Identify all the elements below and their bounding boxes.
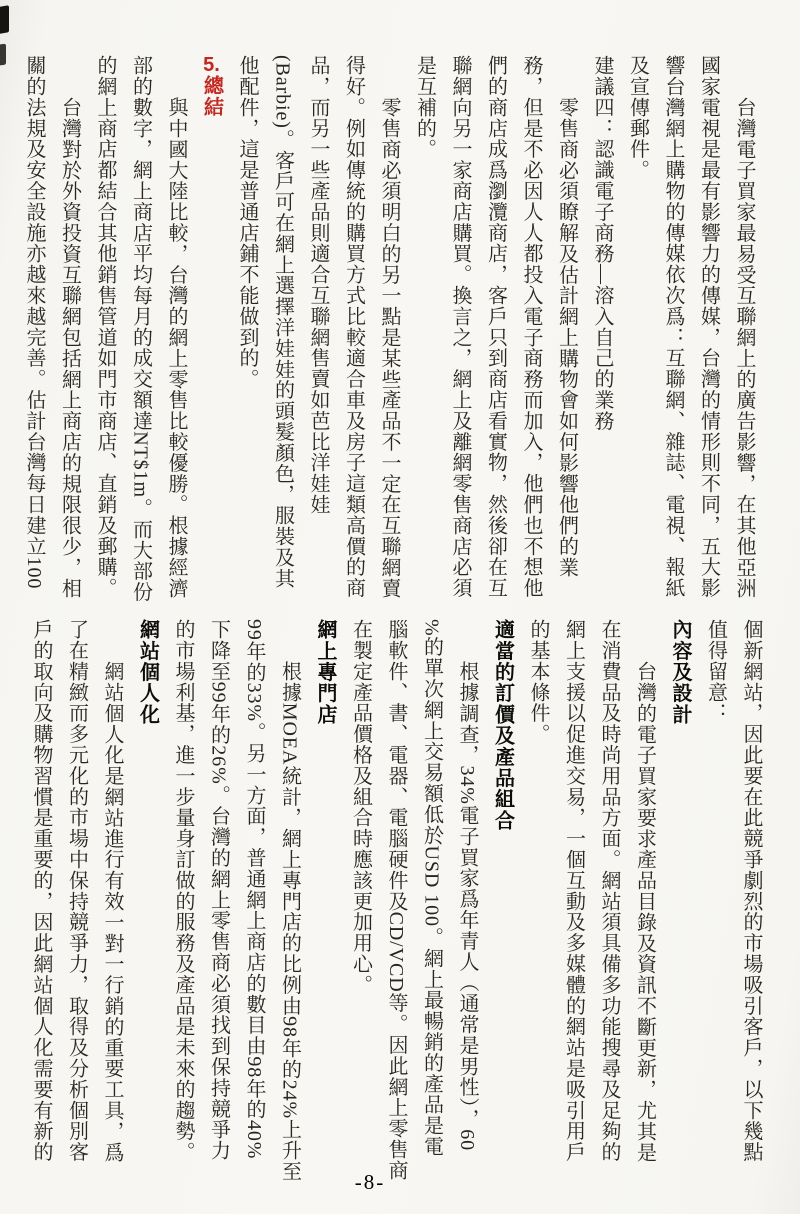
text-column (655, 55, 691, 601)
text-column (158, 55, 194, 601)
column-text: 戶的取向及購物習慣是重要的，因此網站個人化需要有新的 (30, 619, 52, 1163)
scan-artifact (0, 5, 9, 34)
text-column (513, 55, 549, 601)
text-column (442, 55, 478, 601)
section-heading-column (193, 55, 229, 601)
text-column (449, 619, 485, 1165)
text-column (619, 55, 655, 601)
column-text: 零售商必須瞭解及估計網上購物會如何影響他們的業 (555, 97, 578, 578)
column-text: 適當的訂價及產品組合 (491, 619, 514, 831)
text-column (87, 55, 123, 601)
section-heading-column (129, 619, 165, 1165)
text-column (51, 55, 87, 601)
column-text: 總結 (200, 75, 223, 118)
text-column (726, 55, 762, 601)
text-column (94, 619, 130, 1165)
text-column (165, 619, 201, 1165)
scan-artifact (0, 44, 6, 66)
heading-number: 5. (203, 55, 220, 75)
column-text: 網站個人化 (136, 619, 159, 725)
text-column (733, 619, 769, 1165)
column-text: 網上專門店 (314, 619, 336, 725)
column-text: 根據調查，34%電子買家爲年青人（通常是男性），60 (456, 661, 478, 1152)
page-number: -8- (354, 1170, 386, 1194)
bottom-text-band (22, 619, 768, 1182)
text-column (548, 55, 584, 601)
column-text: 的基本條件。 (527, 619, 549, 745)
column-text: %的單次網上交易額低於USD 100。網上最暢銷的產品是電 (420, 619, 443, 1157)
text-column (626, 619, 662, 1165)
text-column (406, 55, 442, 601)
column-text: 的市場利基，進一步量身訂做的服務及產品是未來的趨勢。 (172, 619, 194, 1163)
column-text: 零售商必須明白的另一點是某些產品不一定在互聯網賣 (378, 97, 400, 599)
text-column (584, 55, 620, 601)
text-column (697, 619, 733, 1165)
column-text: 值得留意： (704, 619, 727, 724)
column-text: 是互補的。 (413, 55, 436, 160)
text-column (229, 55, 265, 601)
column-text: 及宣傳郵件。 (626, 55, 649, 181)
column-text: 的網上商店都結合其他銷售管道如門市商店、直銷及郵購。 (94, 55, 116, 599)
text-column (16, 55, 52, 601)
column-text: 在消費品及時尚用品方面。網站須具備多功能搜尋及足夠的 (598, 619, 620, 1163)
column-text: 個新網站，因此要在此競爭劇烈的市場吸引客戶，以下幾點 (740, 619, 762, 1163)
column-text: 務，但是不必因人人都投入電子商務而加入，他們也不想他 (520, 55, 542, 599)
column-text: 品，而另一些產品則適合互聯網售賣如芭比洋娃娃 (307, 55, 329, 515)
text-column (122, 55, 158, 601)
text-column (477, 55, 513, 601)
top-text-band (15, 55, 761, 607)
text-column (591, 619, 627, 1165)
text-column (300, 55, 336, 601)
column-text: 99年的33%。另一方面，普通網上商店的數目由98年的40% (243, 619, 265, 1160)
column-text: 台灣的電子買家要求產品目錄及資訊不斷更新，尤其是 (633, 661, 656, 1163)
column-text: 部的數字，網上商店平均每月的成交額達NT$1m。而大部份 (129, 55, 152, 603)
column-text: 腦軟件、書、電器、電腦硬件及CD/VCD等。因此網上零售商 (385, 619, 407, 1181)
text-column (236, 619, 272, 1165)
column-text: 根據MOEA統計，網上專門店的比例由98年的24%上升至 (278, 661, 301, 1182)
column-text: 台灣電子買家最易受互聯網上的廣告影響，在其他亞洲 (733, 97, 755, 599)
text-column (23, 619, 59, 1165)
column-text: 與中國大陸比較，台灣的網上零售比較優勝。根據經濟 (165, 97, 187, 599)
section-heading-column (307, 619, 343, 1165)
column-text: 他配件，這是普通店鋪不能做到的。 (236, 55, 258, 390)
section-heading-column (484, 619, 520, 1165)
column-text: 們的商店成爲瀏灠商店，客戶只到商店看實物，然後卻在互 (484, 55, 507, 599)
column-text: 了在精緻而多元化的市場中保持競爭力，取得及分析個別客 (65, 619, 88, 1163)
text-column (690, 55, 726, 601)
text-column (342, 619, 378, 1165)
text-column (371, 55, 407, 601)
column-text: 聯網向另一家商店購買。換言之，網上及離網零售商店必須 (449, 55, 471, 599)
text-column (58, 619, 94, 1165)
column-text: 下降至99年的26%。台灣的網上零售商必須找到保持競爭力 (207, 619, 230, 1161)
column-text: 在製定產品價格及組合時應該更加用心。 (349, 619, 372, 996)
column-text: 得好。例如傳統的購買方式比較適合車及房子這類高價的商 (342, 55, 365, 599)
text-column (378, 619, 414, 1181)
column-text: 內容及設計 (669, 619, 691, 725)
column-text: 網站個人化是網站進行有效一對一行銷的重要工具，爲 (101, 661, 123, 1163)
column-text: 關的法規及安全設施亦越來越完善。估計台灣每日建立100 (23, 55, 45, 590)
column-text: 台灣對於外資投資互聯網包括網上商店的規限很少，相 (58, 97, 81, 599)
column-text: 國家電視是最有影響力的傳媒，台灣的情形則不同，五大影 (697, 55, 720, 599)
text-column (271, 619, 307, 1182)
text-column (335, 55, 371, 601)
column-text: (Barbie)。客戶可在網上選擇洋娃娃的頭髮顏色，服裝及其 (271, 55, 294, 589)
text-column (555, 619, 591, 1165)
column-text: 建議四：認識電子商務—溶入自己的業務 (591, 55, 613, 432)
text-column (264, 55, 300, 601)
section-heading-column (662, 619, 698, 1165)
column-text: 響台灣網上購物的傳媒依次爲：互聯網、雜誌、電視、報紙 (662, 55, 684, 599)
text-column (413, 619, 449, 1165)
column-text: 網上支援以促進交易，一個互動及多媒體的網站是吸引用戶 (562, 619, 585, 1163)
text-column (200, 619, 236, 1165)
text-column (520, 619, 556, 1165)
